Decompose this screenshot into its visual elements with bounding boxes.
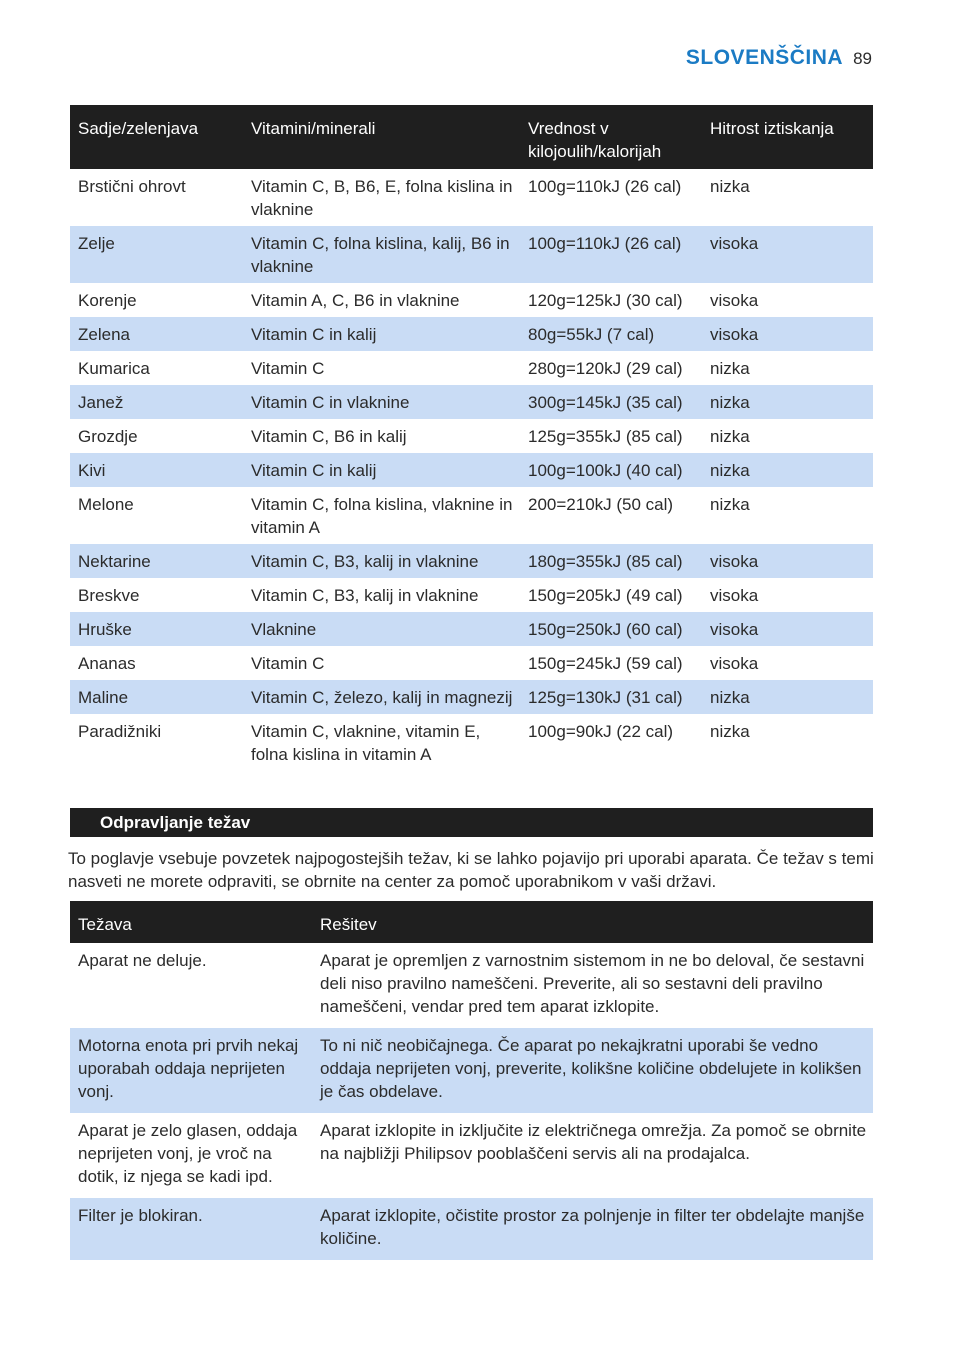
vitamins-cell: Vitamin C: [251, 654, 325, 673]
table-row: [70, 714, 873, 771]
page-number: 89: [853, 49, 872, 68]
table-row: [70, 169, 873, 226]
table-row: [70, 487, 873, 544]
table-row: [70, 453, 873, 487]
energy-cell: 200=210kJ (50 cal): [528, 495, 674, 514]
energy-cell: 280g=120kJ (29 cal): [528, 359, 683, 378]
table-row: [70, 385, 873, 419]
energy-cell: 100g=110kJ (26 cal): [528, 177, 682, 196]
fruit-cell: Brstični ohrovt: [78, 177, 186, 196]
column-header-energy: Vrednost v kilojoulih/kalorijah: [520, 105, 702, 169]
juicing-speed-cell: nizka: [702, 680, 873, 714]
vitamins-cell: Vlaknine: [243, 612, 520, 646]
juicing-speed-cell: visoka: [702, 612, 873, 646]
table-row: [70, 1198, 873, 1260]
vitamins-cell: Vitamin C in kalij: [243, 453, 520, 487]
energy-cell: 150g=245kJ (59 cal): [528, 654, 683, 673]
vitamins-cell: Vitamin C, B3, kalij in vlaknine: [251, 586, 479, 605]
fruit-cell: Zelena: [70, 317, 243, 351]
table-row: [70, 1113, 873, 1198]
vitamins-cell: Vitamin C, folna kislina, vlaknine in vitamin A: [251, 495, 513, 537]
fruit-cell: Grozdje: [78, 427, 138, 446]
troubleshooting-table: [70, 901, 873, 1260]
table-row: [70, 351, 873, 385]
table-row: [70, 612, 873, 646]
solution-cell: Aparat izklopite in izključite iz električnega omrežja. Za pomoč se obrnite na najbližji Philipsov pooblaščeni servis ali na prodajalca.: [320, 1121, 867, 1163]
vitamins-cell: Vitamin C, B6 in kalij: [251, 427, 407, 446]
energy-cell: 100g=110kJ (26 cal): [520, 226, 702, 283]
vitamins-cell: Vitamin C, B, B6, E, folna kislina in vlaknine: [251, 177, 513, 219]
column-header-fruit: Sadje/zelenjava: [70, 105, 243, 169]
table-row: [70, 419, 873, 453]
juicing-speed-cell: nizka: [710, 495, 750, 514]
vitamins-cell: Vitamin C, B3, kalij in vlaknine: [243, 544, 520, 578]
table-row: [70, 680, 873, 714]
energy-cell: 150g=250kJ (60 cal): [520, 612, 702, 646]
fruit-cell: Nektarine: [70, 544, 243, 578]
juicing-speed-cell: nizka: [702, 453, 873, 487]
solution-cell: Aparat izklopite, očistite prostor za polnjenje in filter ter obdelajte manjše količine.: [312, 1198, 873, 1260]
table-row: [70, 283, 873, 317]
table-row: [70, 317, 873, 351]
fruit-cell: Kumarica: [78, 359, 150, 378]
fruit-cell: Maline: [70, 680, 243, 714]
juicing-speed-cell: visoka: [710, 654, 759, 673]
energy-cell: 180g=355kJ (85 cal): [520, 544, 702, 578]
table-row: [70, 943, 873, 1028]
juicing-speed-cell: visoka: [710, 586, 759, 605]
energy-cell: 125g=130kJ (31 cal): [520, 680, 702, 714]
energy-cell: 120g=125kJ (30 cal): [528, 291, 683, 310]
fruit-cell: Melone: [78, 495, 134, 514]
fruit-cell: Ananas: [78, 654, 136, 673]
column-header-juicing-speed: Hitrost iztiskanja: [702, 105, 873, 169]
fruit-cell: Kivi: [70, 453, 243, 487]
solution-cell: Aparat je opremljen z varnostnim sistemom in ne bo deloval, če sestavni deli niso pravilno nameščeni. Preverite, ali so sestavni deli pravilno nameščeni, vendar pred tem aparat izklopite.: [320, 951, 865, 1016]
energy-cell: 100g=100kJ (40 cal): [520, 453, 702, 487]
vitamin-table: [70, 105, 873, 771]
juicing-speed-cell: visoka: [702, 317, 873, 351]
fruit-cell: Korenje: [78, 291, 137, 310]
table-row: [70, 646, 873, 680]
vitamins-cell: Vitamin C, železo, kalij in magnezij: [243, 680, 520, 714]
troubleshooting-header-row: [70, 901, 873, 943]
problem-cell: Motorna enota pri prvih nekaj uporabah oddaja neprijeten vonj.: [70, 1028, 312, 1113]
energy-cell: 150g=205kJ (49 cal): [528, 586, 683, 605]
troubleshooting-intro: To poglavje vsebuje povzetek najpogostejših težav, ki se lahko pojavijo pri uporabi aparata. Če težav s temi nasveti ne morete odpraviti, se obrnite na center za pomoč uporabnikom v vaši državi.: [68, 849, 874, 891]
juicing-speed-cell: nizka: [710, 177, 750, 196]
juicing-speed-cell: visoka: [702, 544, 873, 578]
energy-cell: 80g=55kJ (7 cal): [520, 317, 702, 351]
table-row: [70, 578, 873, 612]
fruit-cell: Janež: [70, 385, 243, 419]
fruit-cell: Breskve: [78, 586, 140, 605]
vitamins-cell: Vitamin C in kalij: [243, 317, 520, 351]
vitamins-cell: Vitamin C, vlaknine, vitamin E, folna kislina in vitamin A: [251, 722, 481, 764]
fruit-cell: Zelje: [70, 226, 243, 283]
table-row: [70, 544, 873, 578]
column-header-solution: Rešitev: [312, 901, 873, 943]
juicing-speed-cell: nizka: [710, 722, 750, 741]
vitamins-cell: Vitamin C, folna kislina, kalij, B6 in vlaknine: [243, 226, 520, 283]
problem-cell: Aparat je zelo glasen, oddaja neprijeten vonj, je vroč na dotik, iz njega se kadi ipd.: [78, 1121, 298, 1186]
fruit-cell: Paradižniki: [78, 722, 162, 741]
juicing-speed-cell: visoka: [702, 226, 873, 283]
solution-cell: To ni nič neobičajnega. Če aparat po nekajkratni uporabi še vedno oddaja neprijeten vonj, preverite, kolikšne količine obdelujete in kolikšen je čas obdelave.: [312, 1028, 873, 1113]
energy-cell: 300g=145kJ (35 cal): [520, 385, 702, 419]
juicing-speed-cell: nizka: [710, 427, 750, 446]
juicing-speed-cell: nizka: [710, 359, 750, 378]
energy-cell: 100g=90kJ (22 cal): [528, 722, 674, 741]
juicing-speed-cell: nizka: [702, 385, 873, 419]
table-row: [70, 1028, 873, 1113]
column-header-problem: Težava: [70, 901, 312, 943]
vitamins-cell: Vitamin C in vlaknine: [243, 385, 520, 419]
vitamins-cell: Vitamin A, C, B6 in vlaknine: [251, 291, 460, 310]
section-title-troubleshooting: Odpravljanje težav: [70, 808, 873, 837]
column-header-vitamins: Vitamini/minerali: [243, 105, 520, 169]
energy-cell: 125g=355kJ (85 cal): [528, 427, 683, 446]
language-title: SLOVENŠČINA: [685, 46, 844, 69]
page-header: [686, 46, 872, 70]
juicing-speed-cell: visoka: [710, 291, 759, 310]
table-row: [70, 226, 873, 283]
problem-cell: Filter je blokiran.: [70, 1198, 312, 1260]
vitamin-table-header-row: [70, 105, 873, 169]
fruit-cell: Hruške: [70, 612, 243, 646]
problem-cell: Aparat ne deluje.: [78, 951, 207, 970]
vitamins-cell: Vitamin C: [251, 359, 325, 378]
